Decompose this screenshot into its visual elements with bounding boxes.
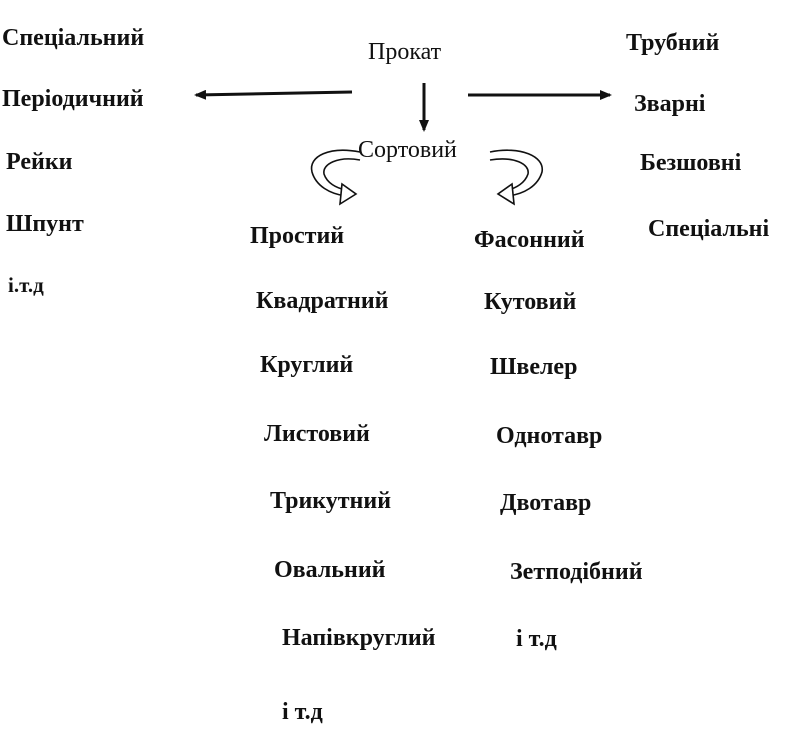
right-list-item: Безшовні <box>640 150 742 176</box>
shaped-list-item: Швелер <box>490 354 578 380</box>
shaped-list-item: Однотавр <box>496 423 603 449</box>
simple-list-item: Квадратний <box>256 288 389 314</box>
left-list-item: і.т.д <box>8 273 44 297</box>
simple-list-item: Трикутний <box>270 488 392 514</box>
shaped-list-item: Двотавр <box>500 490 592 516</box>
right-list-item: Спеціальні <box>648 216 770 242</box>
root-node-label: Прокат <box>368 39 442 65</box>
simple-list-item: Овальний <box>274 557 386 583</box>
shaped-branch-title: Фасонний <box>474 227 585 253</box>
right-list-item: Зварні <box>634 91 706 117</box>
shaped-list-item: і т.д <box>516 626 557 652</box>
left-list-item: Спеціальний <box>2 25 145 51</box>
simple-branch-title: Простий <box>250 223 345 249</box>
left-list-item: Рейки <box>6 149 73 175</box>
left-list-item: Шпунт <box>6 211 84 237</box>
simple-list-item: Напівкруглий <box>282 625 436 651</box>
left-list-item: Періодичний <box>2 86 144 112</box>
simple-list-item: і т.д <box>282 699 323 725</box>
simple-list-item: Листовий <box>264 421 370 447</box>
simple-list-item: Круглий <box>260 352 354 378</box>
center-node-label: Сортовий <box>358 137 457 163</box>
curved-arrow-left-icon <box>312 150 360 204</box>
arrow-left <box>196 92 352 95</box>
curved-arrow-right-icon <box>490 150 542 204</box>
shaped-list-item: Кутовий <box>484 289 577 315</box>
shaped-list-item: Зетподібний <box>510 559 643 585</box>
right-list-item: Трубний <box>626 30 720 56</box>
